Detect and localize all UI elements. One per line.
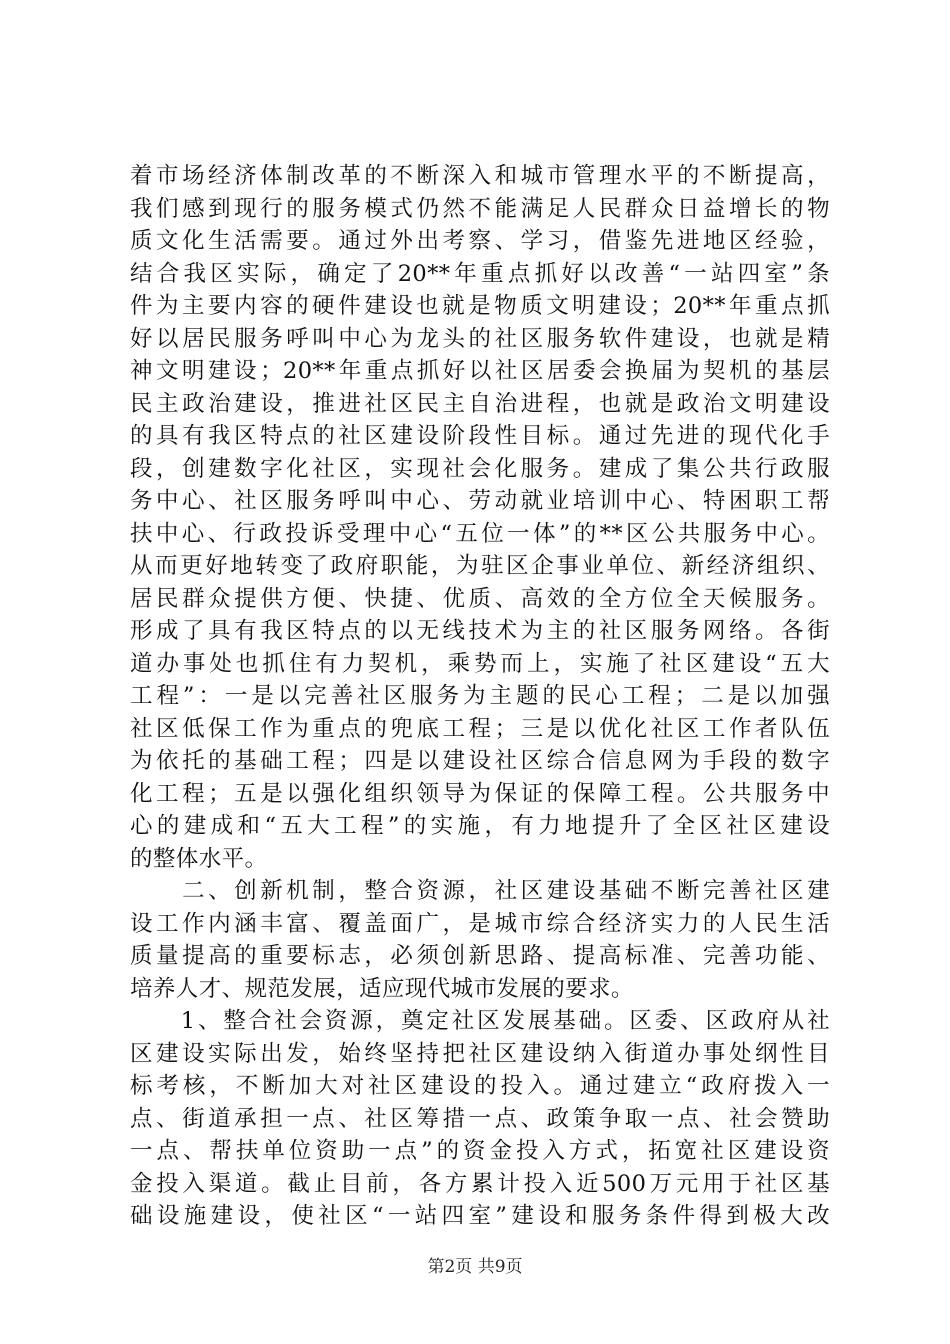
body-text-line: 质量提高的重要标志，必须创新思路、提高标准、完善功能、 — [130, 943, 830, 969]
body-text-line: 工程”：一是以完善社区服务为主题的民心工程；二是以加强 — [130, 683, 830, 709]
body-text-line: 从而更好地转变了政府职能，为驻区企事业单位、新经济组织、 — [130, 553, 830, 579]
body-text-line: 扶中心、行政投诉受理中心“五位一体”的**区公共服务中心。 — [130, 520, 830, 547]
body-text-line: 神文明建设；20**年重点抓好以社区居委会换届为契机的基层 — [130, 358, 830, 384]
body-text-line: 金投入渠道。截止目前，各方累计投入近500万元用于社区基 — [130, 1170, 830, 1197]
body-text-line: 着市场经济体制改革的不断深入和城市管理水平的不断提高， — [130, 163, 830, 189]
document-body — [130, 160, 830, 1233]
body-text-line: 为依托的基础工程；四是以建设社区综合信息网为手段的数字 — [130, 748, 830, 774]
body-text-line: 形成了具有我区特点的以无线技术为主的社区服务网络。各街 — [130, 618, 830, 644]
body-text-line: 我们感到现行的服务模式仍然不能满足人民群众日益增长的物 — [130, 195, 830, 222]
body-text-line: 结合我区实际，确定了20**年重点抓好以改善“一站四室”条 — [130, 260, 830, 287]
subsection-heading-line: 1、整合社会资源，奠定社区发展基础。区委、区政府从社 — [130, 1008, 830, 1034]
body-text-line: 段，创建数字化社区，实现社会化服务。建成了集公共行政服 — [130, 455, 830, 482]
body-text-line: 件为主要内容的硬件建设也就是物质文明建设；20**年重点抓 — [130, 293, 830, 319]
page-number-footer: 第2页 共9页 — [427, 1257, 523, 1277]
body-text-line: 好以居民服务呼叫中心为龙头的社区服务软件建设，也就是精 — [130, 325, 830, 352]
body-text-line: 区建设实际出发，始终坚持把社区建设纳入街道办事处纲性目 — [130, 1040, 830, 1067]
body-text-line: 质文化生活需要。通过外出考察、学习，借鉴先进地区经验， — [130, 228, 830, 254]
body-text-line: 点、街道承担一点、社区筹措一点、政策争取一点、社会赞助 — [130, 1105, 830, 1132]
section-heading-line: 二、创新机制，整合资源，社区建设基础不断完善社区建 — [130, 878, 830, 904]
body-text-line: 础设施建设，使社区“一站四室”建设和服务条件得到极大改 — [130, 1203, 830, 1229]
body-text-line: 居民群众提供方便、快捷、优质、高效的全方位全天候服务。 — [130, 585, 830, 612]
body-text-line: 的整体水平。 — [130, 845, 268, 872]
body-text-line: 务中心、社区服务呼叫中心、劳动就业培训中心、特困职工帮 — [130, 488, 830, 514]
body-text-line: 设工作内涵丰富、覆盖面广，是城市综合经济实力的人民生活 — [130, 910, 830, 937]
body-text-line: 化工程；五是以强化组织领导为保证的保障工程。公共服务中 — [130, 780, 830, 807]
body-text-line: 心的建成和“五大工程”的实施，有力地提升了全区社区建设 — [130, 813, 830, 839]
body-text-line: 民主政治建设，推进社区民主自治进程，也就是政治文明建设 — [130, 390, 830, 417]
body-text-line: 标考核，不断加大对社区建设的投入。通过建立“政府拨入一 — [130, 1073, 830, 1099]
body-text-line: 的具有我区特点的社区建设阶段性目标。通过先进的现代化手 — [130, 423, 830, 449]
body-text-line: 培养人才、规范发展，适应现代城市发展的要求。 — [130, 975, 634, 1002]
body-text-line: 社区低保工作为重点的兜底工程；三是以优化社区工作者队伍 — [130, 715, 830, 742]
body-text-line: 一点、帮扶单位资助一点”的资金投入方式，拓宽社区建设资 — [130, 1138, 830, 1164]
body-text-line: 道办事处也抓住有力契机，乘势而上，实施了社区建设“五大 — [130, 650, 830, 677]
